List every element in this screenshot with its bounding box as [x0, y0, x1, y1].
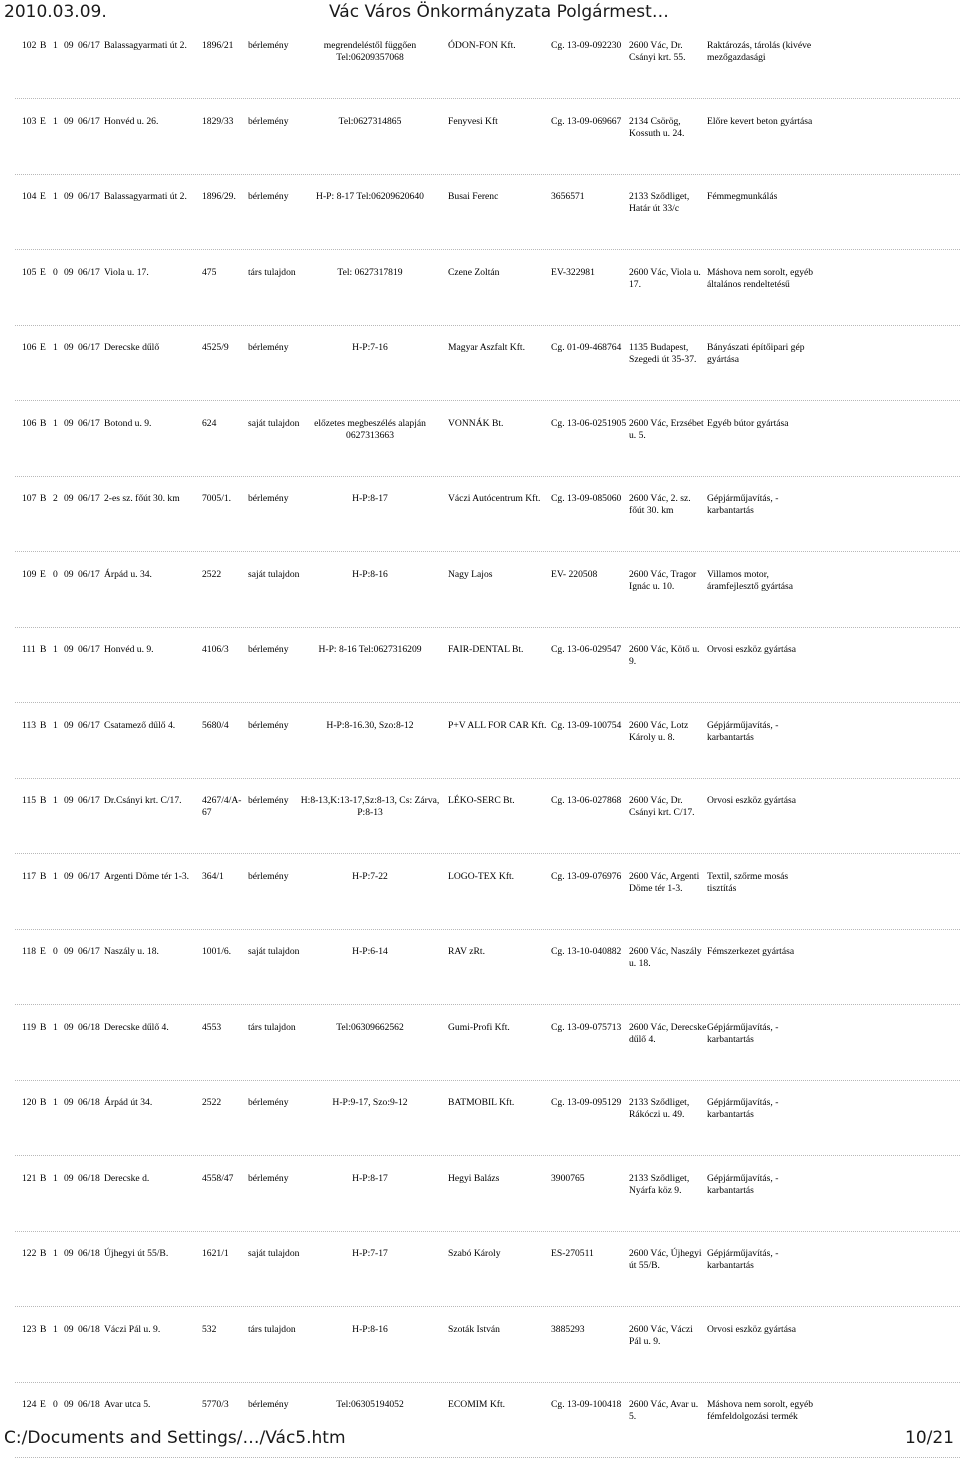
table-row [0, 418, 960, 493]
cell-address: Derecske d. [104, 1172, 150, 1184]
cell-date: 06/17 [78, 191, 100, 202]
cell-seat: 1135 Budapest, Szegedi út 35-37. [629, 342, 697, 365]
cell-registration: 3656571 [551, 191, 585, 202]
cell-lot-number: 4558/47 [202, 1172, 234, 1184]
cell-company-name: Szabó Károly [448, 1248, 501, 1259]
cell-address: Árpád u. 34. [104, 568, 152, 580]
cell-date: 06/17 [78, 795, 100, 806]
row-separator [15, 476, 960, 477]
row-separator [15, 1231, 960, 1232]
cell-no: 121 [22, 1172, 37, 1184]
cell-lot-number: 2522 [202, 568, 222, 580]
cell-hours-contact: H:8-13,K:13-17,Sz:8-13, Cs: Zárva, P:8-13 [300, 795, 440, 818]
cell-address: Újhegyi út 55/B. [104, 1248, 169, 1259]
cell-hours-contact: Tel:0627314865 [338, 115, 402, 127]
cell-company-name: BATMOBIL Kft. [448, 1097, 515, 1108]
cell-activity: Fémszerkezet gyártása [707, 946, 795, 957]
cell-date: 06/18 [78, 1021, 100, 1033]
cell-no: 107 [22, 493, 37, 504]
cell-lot-number: 1896/21 [202, 40, 234, 51]
page-number: 10/21 [905, 1428, 954, 1448]
cell-activity: Gépjárműjavítás, -karbantartás [707, 719, 779, 743]
cell-company-name: ECOMIM Kft. [448, 1399, 506, 1410]
cell-company-name: Szoták István [448, 1323, 500, 1335]
cell-seat: 2134 Csörög, Kossuth u. 24. [629, 115, 685, 139]
cell-date: 06/17 [78, 266, 100, 278]
cell-ownership: társ tulajdon [248, 1021, 296, 1033]
cell-ownership: saját tulajdon [248, 568, 300, 580]
cell-company-name: Magyar Aszfalt Kft. [448, 342, 525, 353]
row-separator [15, 853, 960, 854]
cell-seat: 2600 Vác, Erzsébet u. 5. [629, 417, 704, 441]
cell-seat: 2600 Vác, Avar u. 5. [629, 1399, 699, 1422]
cell-no: 124 [22, 1399, 37, 1410]
row-separator [15, 249, 960, 250]
cell-year: 09 [64, 191, 74, 202]
cell-no: 115 [22, 795, 37, 806]
cell-class: 0 [53, 1399, 58, 1410]
cell-hours-contact: H-P:8-16.30, Szo:8-12 [326, 719, 414, 731]
cell-date: 06/17 [78, 493, 100, 504]
cell-address: 2-es sz. főút 30. km [104, 493, 180, 504]
cell-activity: Orvosi eszköz gyártása [707, 795, 796, 806]
row-separator [15, 1306, 960, 1307]
cell-lot-number: 5680/4 [202, 719, 229, 731]
cell-ownership: bérlemény [248, 40, 289, 51]
cell-type: B [40, 1323, 47, 1335]
table-row [0, 795, 960, 870]
cell-registration: Cg. 13-09-100754 [551, 719, 622, 731]
cell-hours-contact: előzetes megbeszélés alapján 0627313663 [314, 417, 426, 441]
cell-registration: Cg. 13-09-069667 [551, 115, 622, 127]
cell-ownership: saját tulajdon [248, 417, 300, 429]
cell-hours-contact: H-P:8-17 [352, 1172, 388, 1184]
cell-seat: 2600 Vác, Váczi Pál u. 9. [629, 1323, 693, 1347]
cell-no: 118 [22, 946, 37, 957]
cell-activity: Máshova nem sorolt, egyéb fémfeldolgozási termék [707, 1399, 814, 1422]
cell-type: B [40, 40, 47, 51]
cell-class: 1 [53, 40, 58, 51]
cell-registration: ES-270511 [551, 1248, 594, 1259]
cell-address: Avar utca 5. [104, 1399, 151, 1410]
cell-type: B [40, 870, 47, 882]
cell-type: B [40, 1172, 47, 1184]
cell-seat: 2600 Vác, Lotz Károly u. 8. [629, 719, 689, 743]
print-date: 2010.03.09. [4, 2, 107, 22]
file-path: C:/Documents and Settings/…/Vác5.htm [4, 1428, 346, 1448]
cell-no: 111 [22, 644, 36, 655]
cell-address: Árpád út 34. [104, 1097, 153, 1108]
cell-lot-number: 4267/4/A-67 [202, 795, 242, 818]
cell-type: B [40, 1097, 47, 1108]
row-separator [15, 929, 960, 930]
table-row [0, 644, 960, 719]
cell-lot-number: 4553 [202, 1021, 222, 1033]
cell-ownership: bérlemény [248, 493, 289, 504]
cell-seat: 2133 Sződliget, Nyárfa köz 9. [629, 1172, 690, 1196]
cell-hours-contact: H-P:7-17 [352, 1248, 388, 1259]
cell-lot-number: 4525/9 [202, 342, 229, 353]
table-row [0, 871, 960, 946]
cell-class: 1 [53, 1172, 58, 1184]
cell-company-name: Fenyvesi Kft [448, 115, 498, 127]
cell-type: B [40, 1248, 47, 1259]
cell-class: 1 [53, 115, 58, 127]
cell-no: 113 [22, 719, 37, 731]
cell-lot-number: 5770/3 [202, 1399, 229, 1410]
cell-activity: Gépjárműjavítás, -karbantartás [707, 1021, 779, 1045]
cell-class: 1 [53, 1248, 58, 1259]
cell-type: B [40, 795, 47, 806]
cell-seat: 2600 Vác, 2. sz. főút 30. km [629, 493, 691, 516]
cell-company-name: LOGO-TEX Kft. [448, 870, 515, 882]
cell-company-name: Váczi Autócentrum Kft. [448, 493, 541, 504]
cell-no: 102 [22, 40, 37, 51]
cell-registration: Cg. 13-10-040882 [551, 946, 622, 957]
row-separator [15, 627, 960, 628]
cell-class: 1 [53, 644, 58, 655]
cell-hours-contact: H-P:6-14 [352, 946, 388, 957]
cell-ownership: bérlemény [248, 1399, 289, 1410]
cell-class: 1 [53, 1021, 58, 1033]
row-separator [15, 702, 960, 703]
cell-registration: Cg. 13-06-0251905 [551, 417, 627, 429]
cell-class: 1 [53, 1323, 58, 1335]
cell-type: E [40, 266, 46, 278]
cell-company-name: Gumi-Profi Kft. [448, 1021, 510, 1033]
row-separator [15, 1382, 960, 1383]
cell-class: 1 [53, 1097, 58, 1108]
cell-year: 09 [64, 946, 74, 957]
cell-address: Balassagyarmati út 2. [104, 40, 187, 51]
cell-address: Argenti Döme tér 1-3. [104, 870, 190, 882]
cell-year: 09 [64, 795, 74, 806]
cell-class: 1 [53, 870, 58, 882]
cell-seat: 2600 Vác, Naszály u. 18. [629, 946, 702, 969]
cell-no: 123 [22, 1323, 37, 1335]
cell-activity: Orvosi eszköz gyártása [707, 644, 796, 655]
cell-ownership: társ tulajdon [248, 266, 296, 278]
table-row [0, 1248, 960, 1323]
cell-registration: Cg. 13-09-085060 [551, 493, 622, 504]
cell-year: 09 [64, 1021, 74, 1033]
cell-hours-contact: H-P:8-16 [352, 1323, 388, 1335]
cell-date: 06/17 [78, 644, 100, 655]
cell-activity: Bányászati építőipari gép gyártása [707, 342, 805, 365]
cell-class: 2 [53, 493, 58, 504]
table-row [0, 267, 960, 342]
cell-address: Csatamező dűlő 4. [104, 719, 176, 731]
cell-type: B [40, 417, 47, 429]
cell-activity: Gépjárműjavítás, -karbantartás [707, 1097, 779, 1120]
table-row [0, 342, 960, 417]
page-title: Vác Város Önkormányzata Polgármest… [329, 2, 669, 22]
cell-company-name: Czene Zoltán [448, 266, 500, 278]
cell-address: Dr.Csányi krt. C/17. [104, 795, 182, 806]
cell-address: Honvéd u. 9. [104, 644, 154, 655]
cell-class: 0 [53, 946, 58, 957]
table-row [0, 1324, 960, 1399]
table-row [0, 720, 960, 795]
cell-address: Váczi Pál u. 9. [104, 1323, 161, 1335]
cell-year: 09 [64, 417, 74, 429]
cell-date: 06/17 [78, 719, 100, 731]
cell-date: 06/18 [78, 1172, 100, 1184]
cell-type: E [40, 115, 46, 127]
cell-address: Derecske dűlő 4. [104, 1021, 169, 1033]
row-separator [15, 1080, 960, 1081]
cell-no: 103 [22, 115, 37, 127]
cell-registration: 3900765 [551, 1172, 585, 1184]
cell-no: 120 [22, 1097, 37, 1108]
cell-activity: Fémmegmunkálás [707, 191, 778, 202]
cell-type: B [40, 1021, 47, 1033]
cell-year: 09 [64, 1248, 74, 1259]
cell-hours-contact: H-P: 8-16 Tel:0627316209 [318, 644, 422, 655]
cell-address: Botond u. 9. [104, 417, 152, 429]
cell-company-name: Nagy Lajos [448, 568, 493, 580]
cell-hours-contact: H-P:7-22 [352, 870, 388, 882]
row-separator [15, 400, 960, 401]
cell-hours-contact: megrendeléstől függően Tel:06209357068 [323, 40, 417, 63]
cell-class: 1 [53, 719, 58, 731]
cell-year: 09 [64, 719, 74, 731]
cell-class: 1 [53, 795, 58, 806]
cell-ownership: bérlemény [248, 115, 289, 127]
cell-type: B [40, 493, 47, 504]
cell-no: 122 [22, 1248, 37, 1259]
cell-address: Honvéd u. 26. [104, 115, 159, 127]
cell-no: 106 [22, 342, 37, 353]
cell-lot-number: 1829/33 [202, 115, 234, 127]
cell-company-name: P+V ALL FOR CAR Kft. [448, 719, 547, 731]
cell-lot-number: 4106/3 [202, 644, 229, 655]
table-row [0, 40, 960, 115]
cell-ownership: társ tulajdon [248, 1323, 296, 1335]
cell-date: 06/17 [78, 40, 100, 51]
cell-registration: Cg. 13-09-075713 [551, 1021, 622, 1033]
cell-company-name: VONNÁK Bt. [448, 417, 504, 429]
cell-year: 09 [64, 493, 74, 504]
cell-lot-number: 532 [202, 1323, 217, 1335]
cell-no: 106 [22, 417, 37, 429]
cell-date: 06/17 [78, 417, 100, 429]
cell-registration: Cg. 13-09-095129 [551, 1097, 622, 1108]
cell-registration: EV- 220508 [551, 568, 598, 580]
cell-type: B [40, 644, 47, 655]
cell-year: 09 [64, 644, 74, 655]
cell-lot-number: 624 [202, 417, 217, 429]
table-row [0, 191, 960, 266]
cell-date: 06/17 [78, 568, 100, 580]
cell-date: 06/18 [78, 1399, 100, 1410]
cell-hours-contact: Tel:06309662562 [336, 1021, 404, 1033]
cell-registration: Cg. 13-06-029547 [551, 644, 622, 655]
cell-type: E [40, 568, 46, 580]
cell-ownership: bérlemény [248, 1097, 289, 1108]
cell-no: 104 [22, 191, 37, 202]
cell-registration: Cg. 01-09-468764 [551, 342, 622, 353]
cell-year: 09 [64, 342, 74, 353]
cell-ownership: saját tulajdon [248, 946, 300, 957]
cell-class: 0 [53, 568, 58, 580]
cell-no: 117 [22, 870, 37, 882]
cell-activity: Előre kevert beton gyártása [707, 115, 813, 127]
cell-seat: 2133 Sződliget, Rákóczi u. 49. [629, 1097, 690, 1120]
cell-year: 09 [64, 266, 74, 278]
cell-hours-contact: Tel: 0627317819 [337, 266, 403, 278]
cell-ownership: bérlemény [248, 644, 289, 655]
cell-type: E [40, 946, 46, 957]
cell-lot-number: 1001/6. [202, 946, 232, 957]
cell-lot-number: 364/1 [202, 870, 224, 882]
table-row [0, 1173, 960, 1248]
cell-hours-contact: H-P:8-16 [352, 568, 388, 580]
cell-date: 06/18 [78, 1097, 100, 1108]
cell-date: 06/17 [78, 115, 100, 127]
cell-activity: Gépjárműjavítás, -karbantartás [707, 493, 779, 516]
cell-seat: 2600 Vác, Dr. Csányi krt. 55. [629, 40, 686, 63]
cell-company-name: LÉKO-SERC Bt. [448, 795, 515, 806]
cell-year: 09 [64, 40, 74, 51]
cell-activity: Orvosi eszköz gyártása [707, 1323, 796, 1335]
cell-activity: Gépjárműjavítás, -karbantartás [707, 1172, 779, 1196]
cell-year: 09 [64, 1172, 74, 1184]
row-separator [15, 325, 960, 326]
cell-company-name: Hegyi Balázs [448, 1172, 500, 1184]
cell-type: E [40, 342, 46, 353]
cell-type: E [40, 1399, 46, 1410]
cell-seat: 2600 Vác, Argenti Döme tér 1-3. [629, 870, 700, 894]
cell-date: 06/17 [78, 870, 100, 882]
cell-class: 1 [53, 342, 58, 353]
cell-address: Balassagyarmati út 2. [104, 191, 187, 202]
cell-seat: 2600 Vác, Viola u. 17. [629, 266, 701, 290]
cell-year: 09 [64, 568, 74, 580]
cell-class: 1 [53, 191, 58, 202]
cell-activity: Egyéb bútor gyártása [707, 417, 789, 429]
cell-activity: Textil, szőrme mosás tisztítás [707, 870, 789, 894]
cell-seat: 2600 Vác, Újhegyi út 55/B. [629, 1248, 702, 1271]
cell-registration: 3885293 [551, 1323, 585, 1335]
cell-address: Derecske dűlő [104, 342, 160, 353]
cell-address: Naszály u. 18. [104, 946, 159, 957]
cell-ownership: bérlemény [248, 191, 289, 202]
row-separator [15, 551, 960, 552]
table-row [0, 493, 960, 568]
row-separator [15, 174, 960, 175]
row-separator [15, 1155, 960, 1156]
cell-date: 06/17 [78, 946, 100, 957]
cell-activity: Raktározás, tárolás (kivéve mezőgazdasági [707, 40, 812, 63]
table-row [0, 946, 960, 1021]
cell-ownership: saját tulajdon [248, 1248, 300, 1259]
cell-type: B [40, 719, 47, 731]
cell-seat: 2600 Vác, Derecske dűlő 4. [629, 1021, 707, 1045]
cell-registration: Cg. 13-09-092230 [551, 40, 622, 51]
cell-ownership: bérlemény [248, 342, 289, 353]
cell-type: E [40, 191, 46, 202]
cell-company-name: RAV zRt. [448, 946, 485, 957]
cell-lot-number: 1621/1 [202, 1248, 229, 1259]
cell-no: 119 [22, 1021, 37, 1033]
cell-ownership: bérlemény [248, 1172, 289, 1184]
cell-seat: 2600 Vác, Tragor Ignác u. 10. [629, 568, 697, 592]
table-row [0, 1022, 960, 1097]
cell-ownership: bérlemény [248, 719, 289, 731]
cell-registration: Cg. 13-09-100418 [551, 1399, 622, 1410]
cell-year: 09 [64, 1097, 74, 1108]
cell-ownership: bérlemény [248, 795, 289, 806]
cell-activity: Villamos motor, áramfejlesztő gyártása [707, 568, 794, 592]
cell-hours-contact: H-P:7-16 [352, 342, 388, 353]
cell-hours-contact: H-P:8-17 [352, 493, 388, 504]
cell-year: 09 [64, 115, 74, 127]
row-separator [15, 1457, 960, 1458]
cell-date: 06/18 [78, 1248, 100, 1259]
cell-date: 06/17 [78, 342, 100, 353]
cell-lot-number: 1896/29. [202, 191, 236, 202]
cell-ownership: bérlemény [248, 870, 289, 882]
cell-year: 09 [64, 1323, 74, 1335]
cell-seat: 2133 Sződliget, Határ út 33/c [629, 191, 690, 214]
cell-class: 1 [53, 417, 58, 429]
cell-year: 09 [64, 870, 74, 882]
cell-seat: 2600 Vác, Kötő u. 9. [629, 644, 700, 667]
row-separator [15, 1004, 960, 1005]
row-separator [15, 778, 960, 779]
cell-no: 105 [22, 266, 37, 278]
cell-registration: EV-322981 [551, 266, 595, 278]
cell-hours-contact: H-P:9-17, Szo:9-12 [332, 1097, 408, 1108]
cell-hours-contact: Tel:06305194052 [336, 1399, 404, 1410]
cell-lot-number: 7005/1. [202, 493, 232, 504]
table-row [0, 116, 960, 191]
cell-no: 109 [22, 568, 37, 580]
row-separator [15, 98, 960, 99]
cell-company-name: FAIR-DENTAL Bt. [448, 644, 524, 655]
cell-hours-contact: H-P: 8-17 Tel:06209620640 [316, 191, 424, 202]
cell-activity: Máshova nem sorolt, egyéb általános rendeltetésű [707, 266, 814, 290]
table-row [0, 569, 960, 644]
cell-company-name: ÓDON-FON Kft. [448, 40, 516, 51]
table-row [0, 1097, 960, 1172]
cell-year: 09 [64, 1399, 74, 1410]
cell-registration: Cg. 13-06-027868 [551, 795, 622, 806]
cell-lot-number: 2522 [202, 1097, 222, 1108]
cell-date: 06/18 [78, 1323, 100, 1335]
cell-seat: 2600 Vác, Dr. Csányi krt. C/17. [629, 795, 695, 818]
cell-lot-number: 475 [202, 266, 217, 278]
cell-registration: Cg. 13-09-076976 [551, 870, 622, 882]
cell-company-name: Busai Ferenc [448, 191, 499, 202]
cell-address: Viola u. 17. [104, 266, 149, 278]
cell-activity: Gépjárműjavítás, -karbantartás [707, 1248, 779, 1271]
cell-class: 0 [53, 266, 58, 278]
